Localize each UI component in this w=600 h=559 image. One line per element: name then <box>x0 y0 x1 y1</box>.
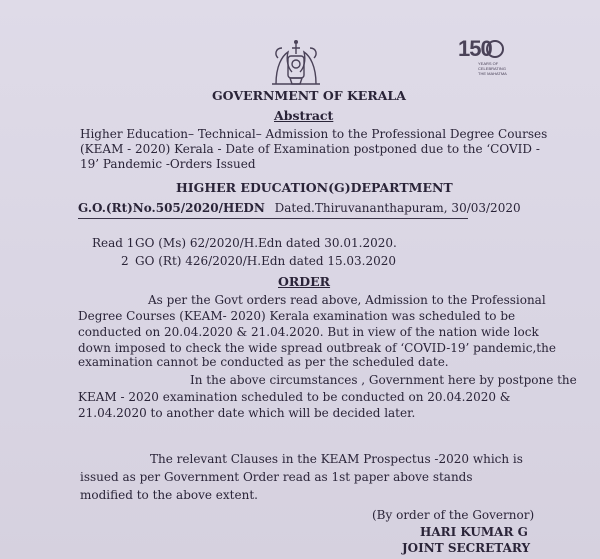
go-number: G.O.(Rt)No.505/2020/HEDN <box>78 201 265 215</box>
go-line <box>78 201 521 215</box>
by-order-of-governor: (By order of the Governor) <box>372 508 535 522</box>
go-date: Dated.Thiruvananthapuram, 30/03/2020 <box>274 201 521 215</box>
para3-line-2: issued as per Government Order read as 1st paper above stands <box>80 470 473 484</box>
reference-1-text: GO (Ms) 62/2020/H.Edn dated 30.01.2020. <box>135 236 397 250</box>
para1-line-1: As per the Govt orders read above, Admission to the Professional <box>148 293 546 307</box>
header-divider <box>78 218 468 219</box>
para1-line-2: Degree Courses (KEAM- 2020) Kerala examination was scheduled to be <box>78 309 516 323</box>
subject-line-2: (KEAM - 2020) Kerala - Date of Examination postponed due to the ‘COVID - <box>80 142 540 156</box>
para3-line-1: The relevant Clauses in the KEAM Prospectus -2020 which is <box>150 452 523 466</box>
para3-line-3: modified to the above extent. <box>80 488 258 502</box>
department-title: HIGHER EDUCATION(G)DEPARTMENT <box>176 180 453 195</box>
charkha-wheel-icon <box>486 40 504 58</box>
signatory-designation: JOINT SECRETARY <box>402 541 531 555</box>
para2-line-1: In the above circumstances , Government here by postpone the <box>190 373 577 387</box>
anniversary-caption: YEARS OF CELEBRATING THE MAHATMA <box>478 61 507 76</box>
abstract-label: Abstract <box>274 108 334 123</box>
reference-1-label: Read 1 <box>92 236 135 250</box>
para1-line-5: examination cannot be conducted as per the scheduled date. <box>78 355 449 369</box>
subject-line-1: Higher Education– Technical– Admission to the Professional Degree Courses <box>80 127 548 141</box>
order-heading: ORDER <box>278 274 331 289</box>
subject-line-3: 19’ Pandemic -Orders Issued <box>80 157 256 171</box>
reference-2-text: GO (Rt) 426/2020/H.Edn dated 15.03.2020 <box>135 254 397 268</box>
signatory-name: HARI KUMAR G <box>420 525 528 539</box>
para2-line-2: KEAM - 2020 examination scheduled to be conducted on 20.04.2020 & <box>78 390 511 404</box>
para2-line-3: 21.04.2020 to another date which will be decided later. <box>78 406 416 420</box>
government-title: GOVERNMENT OF KERALA <box>212 88 406 103</box>
gandhi-150-logo <box>458 36 516 76</box>
reference-2-label: 2 <box>121 254 129 268</box>
anniversary-number: 150 <box>458 36 492 61</box>
kerala-emblem-icon <box>268 38 324 88</box>
para1-line-4: down imposed to check the wide spread outbreak of ‘COVID-19’ pandemic,the <box>78 341 556 355</box>
para1-line-3: conducted on 20.04.2020 & 21.04.2020. But in view of the nation wide lock <box>78 325 539 339</box>
